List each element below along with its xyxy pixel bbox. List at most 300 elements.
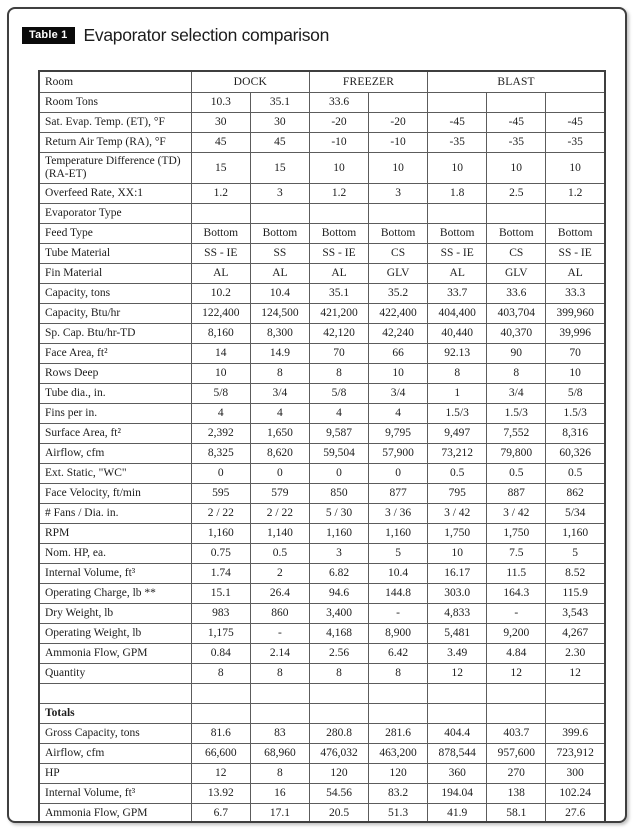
table-cell: 16 <box>250 784 309 804</box>
table-cell: AL <box>309 264 368 284</box>
table-cell: 10 <box>487 153 546 184</box>
table-cell: 102.24 <box>546 784 605 804</box>
table-cell: 9,587 <box>309 424 368 444</box>
table-cell: 10.4 <box>250 284 309 304</box>
table-cell: 8,620 <box>250 444 309 464</box>
table-cell: 2 <box>250 564 309 584</box>
table-cell: 60,326 <box>546 444 605 464</box>
table-cell <box>546 704 605 724</box>
table-cell: 303.0 <box>428 584 487 604</box>
table-cell: 42,240 <box>369 324 428 344</box>
row-label: Feed Type <box>39 224 191 244</box>
table-cell: -45 <box>546 113 605 133</box>
table-cell: 8,316 <box>546 424 605 444</box>
table-cell: -45 <box>428 113 487 133</box>
table-cell <box>428 204 487 224</box>
table-cell: 2.56 <box>309 644 368 664</box>
table-cell <box>309 704 368 724</box>
table-row <box>39 324 605 344</box>
table-cell: 3/4 <box>487 384 546 404</box>
table-cell: 41.9 <box>428 804 487 824</box>
table-cell: 1,160 <box>369 524 428 544</box>
table-row <box>39 364 605 384</box>
table-cell <box>428 93 487 113</box>
table-cell: 3 / 36 <box>369 504 428 524</box>
table-cell: 7.5 <box>487 544 546 564</box>
table-cell: 122,400 <box>191 304 250 324</box>
table-cell: 280.8 <box>309 724 368 744</box>
table-cell: 5 / 30 <box>309 504 368 524</box>
table-cell: 10 <box>428 153 487 184</box>
table-cell: 8 <box>250 764 309 784</box>
table-cell: 2 / 22 <box>191 504 250 524</box>
table-cell: 12 <box>487 664 546 684</box>
row-label: Ammonia Flow, GPM <box>39 644 191 664</box>
table-cell: 3 <box>250 184 309 204</box>
header-group-blast: BLAST <box>428 71 605 93</box>
row-label: Fin Material <box>39 264 191 284</box>
table-cell <box>309 204 368 224</box>
table-cell: 3,543 <box>546 604 605 624</box>
table-cell: 14.9 <box>250 344 309 364</box>
table-cell: 476,032 <box>309 744 368 764</box>
row-label: Tube dia., in. <box>39 384 191 404</box>
table-cell: 70 <box>546 344 605 364</box>
table-cell <box>428 704 487 724</box>
table-cell: 9,795 <box>369 424 428 444</box>
table-cell: 10 <box>369 364 428 384</box>
row-label: Ext. Static, "WC" <box>39 464 191 484</box>
table-cell: Bottom <box>369 224 428 244</box>
table-cell: 30 <box>191 113 250 133</box>
table-cell: 1.5/3 <box>428 404 487 424</box>
table-cell: 10 <box>191 364 250 384</box>
table-cell: 0 <box>309 464 368 484</box>
row-label: Overfeed Rate, XX:1 <box>39 184 191 204</box>
table-row <box>39 184 605 204</box>
table-number-badge: Table 1 <box>22 27 75 44</box>
table-cell: Bottom <box>250 224 309 244</box>
table-cell: 404.4 <box>428 724 487 744</box>
row-label: Gross Capacity, tons <box>39 724 191 744</box>
table-cell: 4,833 <box>428 604 487 624</box>
row-label: Face Velocity, ft/min <box>39 484 191 504</box>
table-cell <box>369 93 428 113</box>
table-row <box>39 764 605 784</box>
row-label: Rows Deep <box>39 364 191 384</box>
table-row <box>39 804 605 824</box>
table-cell: 33.6 <box>487 284 546 304</box>
table-cell: 83.2 <box>369 784 428 804</box>
table-cell: 45 <box>250 133 309 153</box>
table-cell: 10 <box>546 364 605 384</box>
table-cell: 1.2 <box>309 184 368 204</box>
table-cell: 5/8 <box>546 384 605 404</box>
table-cell: 281.6 <box>369 724 428 744</box>
table-row <box>39 204 605 224</box>
table-cell: 124,500 <box>250 304 309 324</box>
table-cell: 8.52 <box>546 564 605 584</box>
table-cell: 0 <box>191 464 250 484</box>
row-label: Internal Volume, ft³ <box>39 784 191 804</box>
table-cell: 33.3 <box>546 284 605 304</box>
table-cell: 9,200 <box>487 624 546 644</box>
table-cell: 66,600 <box>191 744 250 764</box>
table-body <box>39 93 605 824</box>
table-cell: 3 / 42 <box>428 504 487 524</box>
table-cell: 10 <box>309 153 368 184</box>
row-label: Evaporator Type <box>39 204 191 224</box>
table-cell: 115.9 <box>546 584 605 604</box>
row-label: Face Area, ft² <box>39 344 191 364</box>
table-cell: SS - IE <box>309 244 368 264</box>
table-cell: 1.2 <box>546 184 605 204</box>
table-cell: 300 <box>546 764 605 784</box>
table-cell <box>250 704 309 724</box>
table-cell: 404,400 <box>428 304 487 324</box>
table-row <box>39 624 605 644</box>
table-cell: 1,160 <box>546 524 605 544</box>
row-label: Surface Area, ft² <box>39 424 191 444</box>
page-frame <box>7 7 627 823</box>
table-row <box>39 424 605 444</box>
table-cell: 3,400 <box>309 604 368 624</box>
row-label: # Fans / Dia. in. <box>39 504 191 524</box>
table-cell: AL <box>546 264 605 284</box>
table-cell: 59,504 <box>309 444 368 464</box>
table-row <box>39 564 605 584</box>
table-row <box>39 584 605 604</box>
table-cell: 1.74 <box>191 564 250 584</box>
table-cell: 17.1 <box>250 804 309 824</box>
row-label: Internal Volume, ft³ <box>39 564 191 584</box>
table-cell: 2.5 <box>487 184 546 204</box>
table-cell: 94.6 <box>309 584 368 604</box>
table-cell: 3.49 <box>428 644 487 664</box>
table-cell: 399.6 <box>546 724 605 744</box>
table-cell <box>369 704 428 724</box>
table-row <box>39 664 605 684</box>
table-cell: 0 <box>369 464 428 484</box>
table-cell: 10.4 <box>369 564 428 584</box>
table-cell: 403,704 <box>487 304 546 324</box>
table-cell: -35 <box>546 133 605 153</box>
evaporator-comparison-table <box>38 70 606 823</box>
table-cell <box>546 93 605 113</box>
table-cell: 14 <box>191 344 250 364</box>
table-cell: GLV <box>369 264 428 284</box>
table-cell: 860 <box>250 604 309 624</box>
table-cell: 11.5 <box>487 564 546 584</box>
table-cell: 1.5/3 <box>546 404 605 424</box>
table-cell <box>309 684 368 704</box>
table-cell: 120 <box>369 764 428 784</box>
table-cell: 8 <box>428 364 487 384</box>
table-cell: -45 <box>487 113 546 133</box>
table-cell: 0.84 <box>191 644 250 664</box>
table-cell: Bottom <box>309 224 368 244</box>
table-cell: 1.2 <box>191 184 250 204</box>
table-cell: 164.3 <box>487 584 546 604</box>
table-cell: 70 <box>309 344 368 364</box>
table-cell: 887 <box>487 484 546 504</box>
table-cell: 1,650 <box>250 424 309 444</box>
table-cell: 40,370 <box>487 324 546 344</box>
table-cell: 81.6 <box>191 724 250 744</box>
table-cell: 10 <box>369 153 428 184</box>
table-row <box>39 604 605 624</box>
table-cell: 2.14 <box>250 644 309 664</box>
table-cell: 35.1 <box>309 284 368 304</box>
table-cell: 1 <box>428 384 487 404</box>
table-cell: 35.1 <box>250 93 309 113</box>
header-group-dock: DOCK <box>191 71 309 93</box>
table-row <box>39 133 605 153</box>
table-cell: 120 <box>309 764 368 784</box>
table-cell: 39,996 <box>546 324 605 344</box>
table-cell: Bottom <box>487 224 546 244</box>
table-row <box>39 524 605 544</box>
table-cell: Bottom <box>428 224 487 244</box>
table-cell <box>369 684 428 704</box>
table-cell: 35.2 <box>369 284 428 304</box>
table-cell: 33.7 <box>428 284 487 304</box>
table-cell: 1,160 <box>191 524 250 544</box>
table-cell: 5 <box>369 544 428 564</box>
table-cell <box>428 684 487 704</box>
table-cell: 3/4 <box>369 384 428 404</box>
table-row <box>39 484 605 504</box>
table-row <box>39 544 605 564</box>
table-row <box>39 744 605 764</box>
row-label: Totals <box>39 704 191 724</box>
table-cell: CS <box>487 244 546 264</box>
table-cell: 4.84 <box>487 644 546 664</box>
table-cell: 8,160 <box>191 324 250 344</box>
table-cell: 4 <box>369 404 428 424</box>
table-cell: 8 <box>369 664 428 684</box>
table-row <box>39 244 605 264</box>
table-cell: 27.6 <box>546 804 605 824</box>
table-cell: -10 <box>369 133 428 153</box>
table-cell: 8 <box>191 664 250 684</box>
table-cell: 51.3 <box>369 804 428 824</box>
table-cell: 16.17 <box>428 564 487 584</box>
table-cell: -20 <box>369 113 428 133</box>
table-caption <box>22 25 329 46</box>
row-label: Capacity, Btu/hr <box>39 304 191 324</box>
table-cell: 1,175 <box>191 624 250 644</box>
table-cell: 5/34 <box>546 504 605 524</box>
table-cell: SS - IE <box>191 244 250 264</box>
table-cell: GLV <box>487 264 546 284</box>
table-cell: -10 <box>309 133 368 153</box>
table-cell: 360 <box>428 764 487 784</box>
table-cell: 138 <box>487 784 546 804</box>
table-row <box>39 264 605 284</box>
row-label: Capacity, tons <box>39 284 191 304</box>
table-cell: 4,168 <box>309 624 368 644</box>
table-cell: 8 <box>250 664 309 684</box>
row-label: Airflow, cfm <box>39 744 191 764</box>
table-row <box>39 304 605 324</box>
table-row <box>39 224 605 244</box>
table-cell: 1,140 <box>250 524 309 544</box>
table-cell: 58.1 <box>487 804 546 824</box>
table-row <box>39 113 605 133</box>
table-cell: SS - IE <box>546 244 605 264</box>
table-row <box>39 724 605 744</box>
table-cell: 9,497 <box>428 424 487 444</box>
row-label: Quantity <box>39 664 191 684</box>
table-cell: 79,800 <box>487 444 546 464</box>
table-cell: 3 <box>309 544 368 564</box>
row-label: Nom. HP, ea. <box>39 544 191 564</box>
table-cell: 0.5 <box>428 464 487 484</box>
table-cell: 403.7 <box>487 724 546 744</box>
table-cell: 983 <box>191 604 250 624</box>
table-cell: 850 <box>309 484 368 504</box>
table-cell: 30 <box>250 113 309 133</box>
table-cell: 2,392 <box>191 424 250 444</box>
table-cell: 12 <box>428 664 487 684</box>
table-cell: Bottom <box>546 224 605 244</box>
table-row <box>39 284 605 304</box>
table-cell: 4 <box>191 404 250 424</box>
table-cell: 2 / 22 <box>250 504 309 524</box>
table-cell: 878,544 <box>428 744 487 764</box>
table-row <box>39 444 605 464</box>
table-row <box>39 704 605 724</box>
table-cell: 1.5/3 <box>487 404 546 424</box>
page-title: Evaporator selection comparison <box>83 25 330 45</box>
table-cell: 45 <box>191 133 250 153</box>
table-cell: 57,900 <box>369 444 428 464</box>
table-cell <box>546 684 605 704</box>
table-cell: 54.56 <box>309 784 368 804</box>
table-cell: 66 <box>369 344 428 364</box>
row-label: Sat. Evap. Temp. (ET), °F <box>39 113 191 133</box>
table-cell: 7,552 <box>487 424 546 444</box>
table-cell: 6.42 <box>369 644 428 664</box>
table-cell: 5,481 <box>428 624 487 644</box>
table-cell: 862 <box>546 484 605 504</box>
table-cell: 12 <box>191 764 250 784</box>
table-row <box>39 504 605 524</box>
table-cell <box>250 204 309 224</box>
table-cell: 12 <box>546 664 605 684</box>
table-row <box>39 684 605 704</box>
table-cell: - <box>369 604 428 624</box>
table-cell: 270 <box>487 764 546 784</box>
table-cell: 422,400 <box>369 304 428 324</box>
table-cell: AL <box>428 264 487 284</box>
table-cell <box>369 204 428 224</box>
table-cell: 1,160 <box>309 524 368 544</box>
table-cell: 8,300 <box>250 324 309 344</box>
table-row <box>39 384 605 404</box>
table-cell: 0.75 <box>191 544 250 564</box>
table-cell: 2.30 <box>546 644 605 664</box>
table-cell: 3 <box>369 184 428 204</box>
table-row <box>39 784 605 804</box>
row-label: Ammonia Flow, GPM <box>39 804 191 824</box>
table-cell: -35 <box>487 133 546 153</box>
table-cell: 957,600 <box>487 744 546 764</box>
table-cell: 421,200 <box>309 304 368 324</box>
table-cell: 6.82 <box>309 564 368 584</box>
table-cell: 83 <box>250 724 309 744</box>
table-cell: SS <box>250 244 309 264</box>
row-label: Operating Weight, lb <box>39 624 191 644</box>
table-cell: 194.04 <box>428 784 487 804</box>
table-row <box>39 93 605 113</box>
table-cell: -20 <box>309 113 368 133</box>
table-cell: 795 <box>428 484 487 504</box>
table-cell: 6.7 <box>191 804 250 824</box>
table-cell: 40,440 <box>428 324 487 344</box>
table-cell: 33.6 <box>309 93 368 113</box>
table-cell: 15.1 <box>191 584 250 604</box>
table-cell: 1,750 <box>487 524 546 544</box>
table-cell <box>250 684 309 704</box>
table-cell: 10 <box>546 153 605 184</box>
table-cell: - <box>250 624 309 644</box>
table-row <box>39 404 605 424</box>
table-cell: 399,960 <box>546 304 605 324</box>
table-cell: 463,200 <box>369 744 428 764</box>
table-cell <box>546 204 605 224</box>
table-cell: 15 <box>250 153 309 184</box>
table-cell <box>487 704 546 724</box>
table-cell: 4 <box>250 404 309 424</box>
header-room: Room <box>39 71 191 93</box>
table-cell: 92.13 <box>428 344 487 364</box>
table-cell: 8 <box>487 364 546 384</box>
table-cell: 42,120 <box>309 324 368 344</box>
row-label: Room Tons <box>39 93 191 113</box>
table-cell: 8,900 <box>369 624 428 644</box>
table-cell: 68,960 <box>250 744 309 764</box>
table-row <box>39 153 605 184</box>
table-cell: Bottom <box>191 224 250 244</box>
table-cell: -35 <box>428 133 487 153</box>
row-label: Temperature Difference (TD) (RA-ET) <box>39 153 191 184</box>
table-cell: SS - IE <box>428 244 487 264</box>
row-label: Return Air Temp (RA), °F <box>39 133 191 153</box>
table-cell: 144.8 <box>369 584 428 604</box>
table-cell: 0.5 <box>546 464 605 484</box>
table-cell <box>487 93 546 113</box>
row-label <box>39 684 191 704</box>
table-cell: 5/8 <box>309 384 368 404</box>
table-cell: 8,325 <box>191 444 250 464</box>
table-cell: 5/8 <box>191 384 250 404</box>
table-row <box>39 344 605 364</box>
table-cell: 595 <box>191 484 250 504</box>
row-label: Operating Charge, lb ** <box>39 584 191 604</box>
table-cell: 13.92 <box>191 784 250 804</box>
table-cell: 15 <box>191 153 250 184</box>
table-cell: 4 <box>309 404 368 424</box>
table-cell: 0.5 <box>487 464 546 484</box>
table-cell: 4,267 <box>546 624 605 644</box>
row-label: Tube Material <box>39 244 191 264</box>
row-label: HP <box>39 764 191 784</box>
table-cell: - <box>487 604 546 624</box>
table-cell: 26.4 <box>250 584 309 604</box>
table-cell: 1,750 <box>428 524 487 544</box>
